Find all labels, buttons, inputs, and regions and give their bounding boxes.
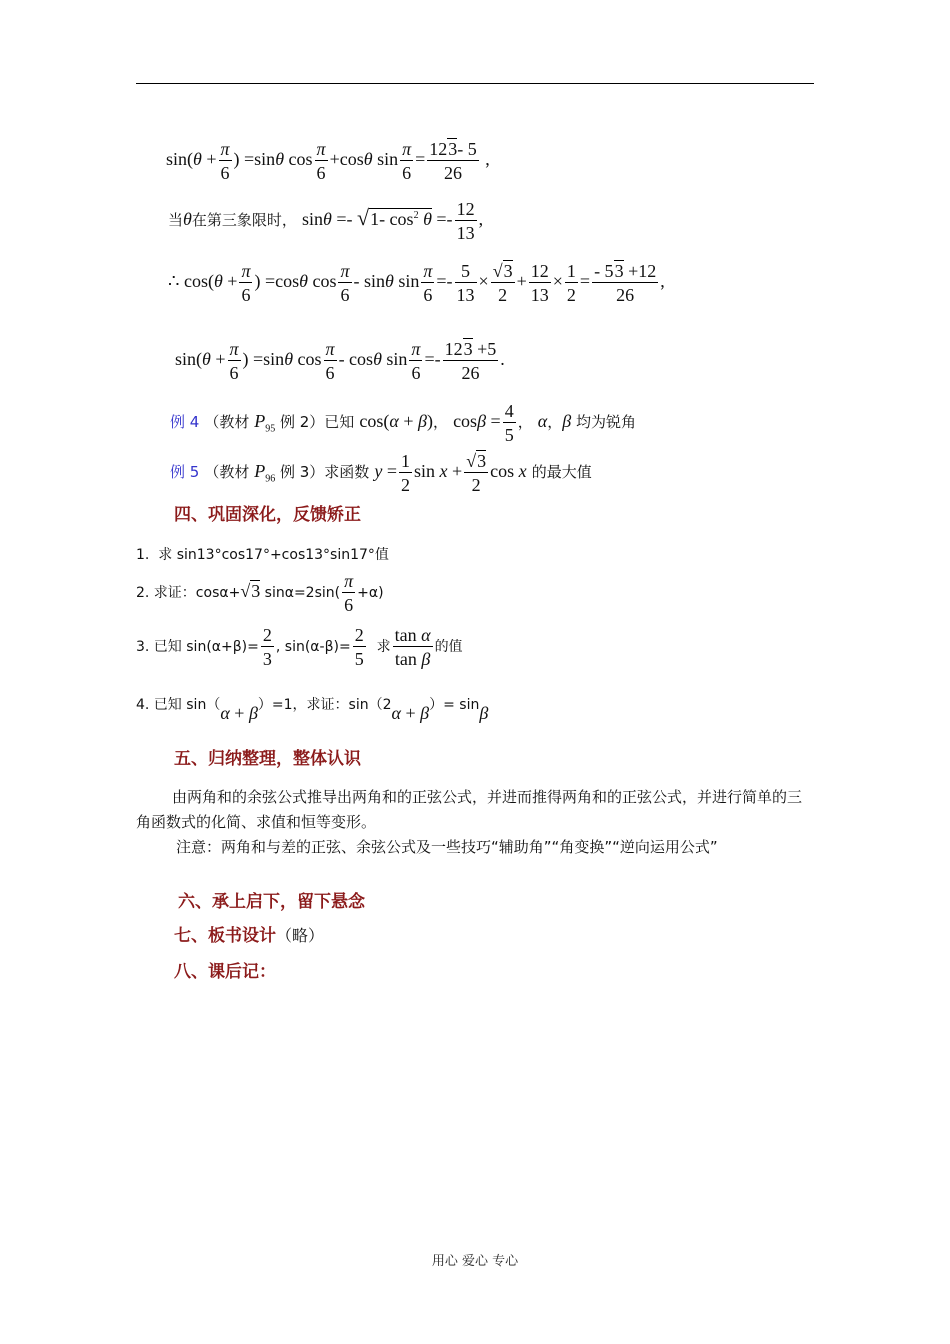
section-6-heading: 六、承上启下，留下悬念 xyxy=(178,892,365,912)
equation-1: sin(θ + $\frac{\pi}{6}$ ) =sinθ cos $\frac{\pi}{6}$ +cosθ sin $\frac{\pi}{6}$ = $\frac{123- 5}{26}$ , xyxy=(166,139,490,183)
exercise-2: 2. 求证：cosα+√3 sinα=2sin( $\frac{\pi}{6}$ +α) xyxy=(136,571,384,615)
section-7 xyxy=(174,921,324,946)
example-4: 例 4 （教材 $P_{95}$ 例 2）已知 cos(α + β)， cosβ = $\frac{4}{5}$ ， α，β 均为锐角 xyxy=(170,401,637,445)
example-5: 例 5 （教材 $P_{96}$ 例 3）求函数 y = $\frac{1}{2}$ sin x + $\frac{√3}{2}$ cos x 的最大值 xyxy=(170,451,592,495)
note-paragraph: 注意：两角和与差的正弦、余弦公式及一些技巧“辅助角”“角变换”“逆向运用公式” xyxy=(176,838,718,856)
example-5-label: 例 5 xyxy=(170,463,200,482)
example-4-label: 例 4 xyxy=(170,413,200,432)
equation-3: ∴ cos(θ + $\frac{\pi}{6}$ ) =cosθ cos $\frac{\pi}{6}$ - sinθ sin $\frac{\pi}{6}$ =- $\frac{5}{13}$ × $\frac{√3}{2}$ + $\frac{12}{13}$ × $\frac{1}{2}$ = $\frac{- 53 +12}{26}$ , xyxy=(168,261,665,305)
exercise-4: 4. 已知 sin（α + β）=1，求证：sin（2α + β）= sinβ xyxy=(136,697,489,723)
header-rule xyxy=(136,83,814,84)
summary-paragraph: 由两角和的余弦公式推导出两角和的正弦公式，并进而推得两角和的正弦公式，并进行简单的三角函数式的化简、求值和恒等变形。 xyxy=(136,788,803,831)
section-7-note: （略） xyxy=(276,926,325,945)
section-5-heading: 五、归纳整理，整体认识 xyxy=(174,749,361,769)
section-7-heading: 七、板书设计 xyxy=(174,926,276,946)
section-4-heading: 四、巩固深化，反馈矫正 xyxy=(174,505,361,525)
page-footer: 用心 爱心 专心 xyxy=(431,1254,519,1269)
equation-2: 当θ在第三象限时， sinθ =- √1- $\cos^2 \theta$ =- $\frac{12}{13}$ , xyxy=(168,199,484,243)
section-8-heading: 八、课后记： xyxy=(174,962,276,982)
exercise-1: 1. 求 sin13°cos17°+cos13°sin17°值 xyxy=(136,547,389,563)
exercise-3: 3. 已知 sin(α+β)= $\frac{2}{3}$ , sin(α-β)= $\frac{2}{5}$ 求 $\frac{\text{tan α}}{\text{tan β}}$ 的值 xyxy=(136,625,463,669)
equation-4: sin(θ + $\frac{\pi}{6}$ ) =sinθ cos $\frac{\pi}{6}$ - cosθ sin $\frac{\pi}{6}$ =- $\frac{123 +5}{26}$ . xyxy=(175,339,505,383)
